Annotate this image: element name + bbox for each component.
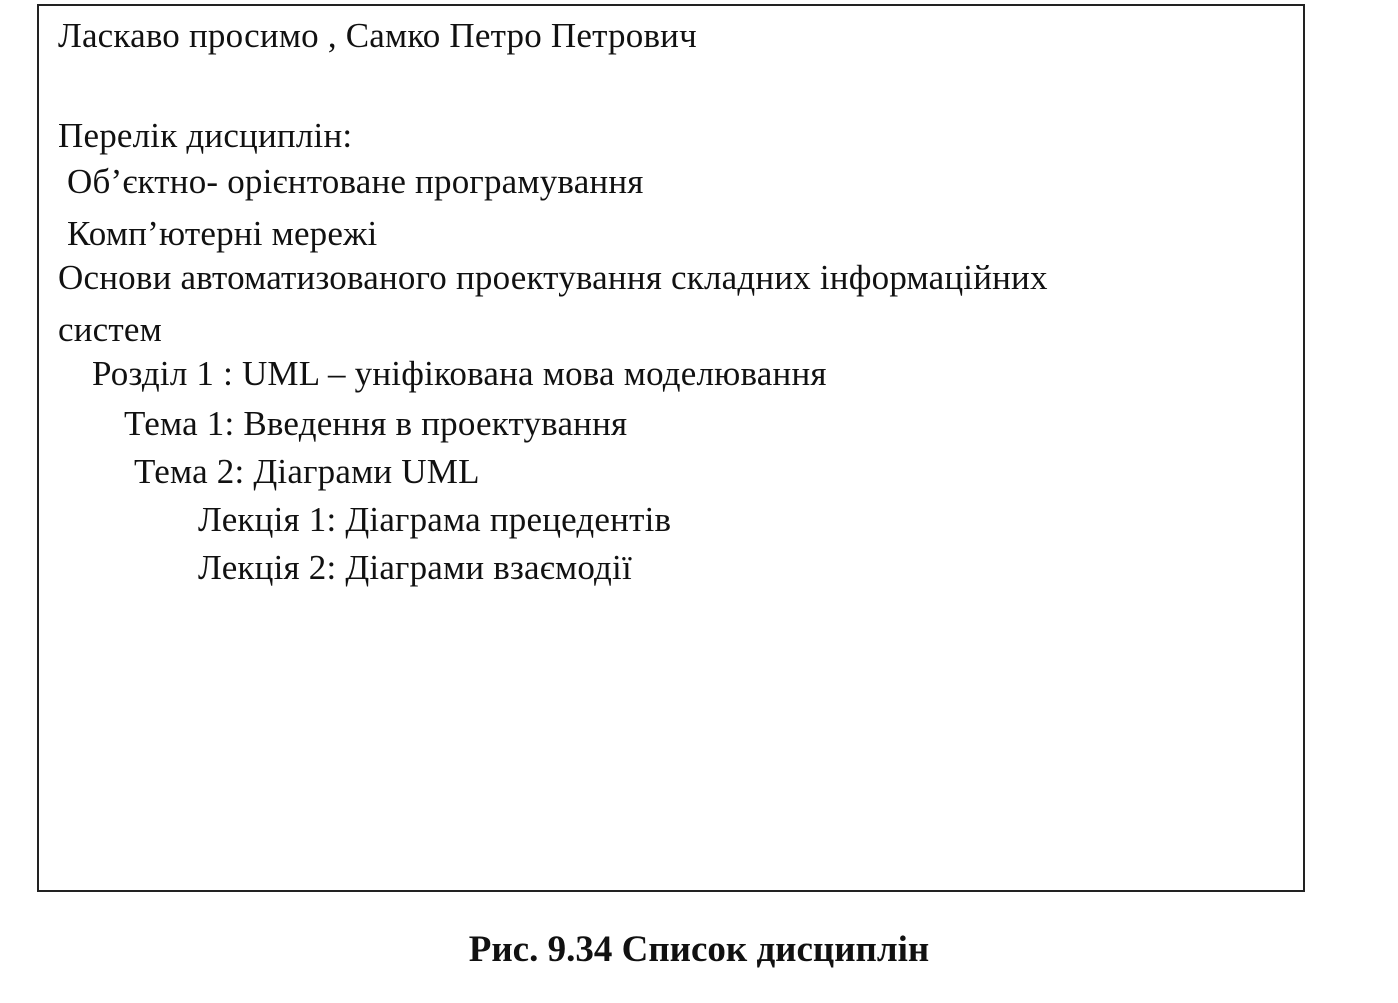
topic-link-1[interactable]: Тема 1: Введення в проектування	[124, 404, 628, 443]
lecture-link-1[interactable]: Лекція 1: Діаграма прецедентів	[198, 500, 672, 539]
lecture-link-2[interactable]: Лекція 2: Діаграми взаємодії	[198, 548, 632, 587]
disciplines-heading: Перелік дисциплін:	[58, 116, 353, 155]
figure-caption: Рис. 9.34 Список дисциплін	[468, 929, 930, 970]
discipline-link-oop[interactable]: Об’єктно- орієнтоване програмування	[67, 162, 644, 201]
discipline-link-networks[interactable]: Комп’ютерні мережі	[67, 214, 378, 253]
topic-link-2[interactable]: Тема 2: Діаграми UML	[134, 452, 480, 491]
welcome-message: Ласкаво просимо , Самко Петро Петрович	[58, 16, 697, 55]
discipline-link-cad-line2[interactable]: систем	[58, 310, 162, 349]
discipline-link-cad-line1[interactable]: Основи автоматизованого проектування складних інформаційних	[58, 258, 1048, 297]
section-link-1[interactable]: Розділ 1 : UML – уніфікована мова моделювання	[92, 354, 827, 393]
